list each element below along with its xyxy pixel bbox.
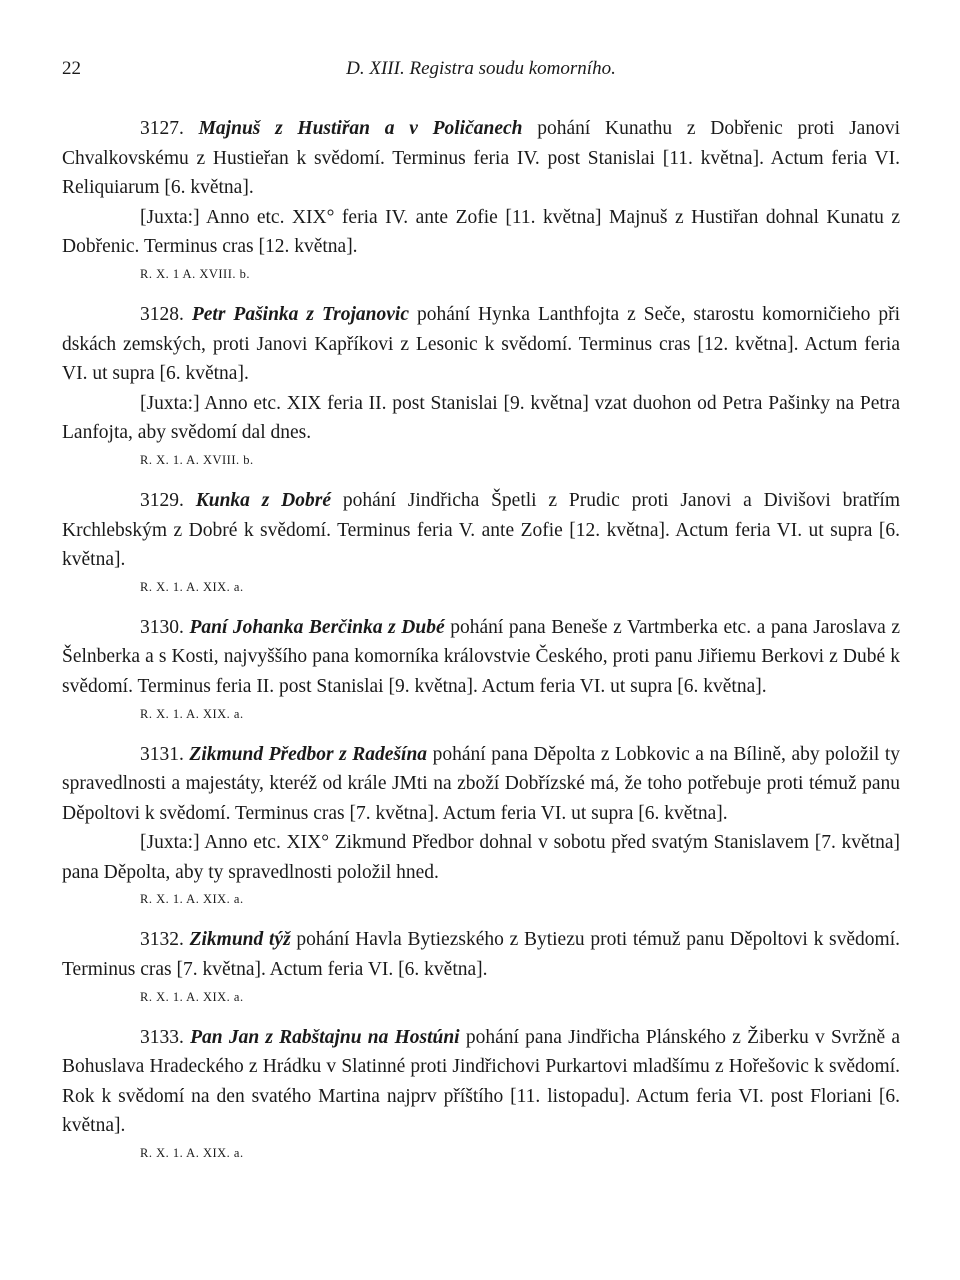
party-name: Petr Pašinka z Trojanovic bbox=[191, 303, 409, 325]
entry-3127 bbox=[62, 114, 900, 284]
party-name: Majnuš z Hustiřan a v Poličanech bbox=[198, 118, 523, 139]
entry-paragraph bbox=[62, 114, 900, 203]
entry-3132 bbox=[62, 925, 900, 1006]
entry-paragraph bbox=[62, 828, 900, 887]
entry-paragraph bbox=[62, 389, 900, 448]
source-reference: R. X. 1. A. XIX. a. bbox=[140, 1146, 244, 1161]
entry-text: [Juxta:] Anno etc. XIX° Zikmund Předbor dohnal v sobotu před svatým Stanislavem [7. května] pana Děpolta, aby ty spravedlnosti položil hned. bbox=[62, 832, 900, 883]
entry-paragraph bbox=[62, 925, 900, 984]
entry-text: pohání Hynka Lanthfojta z Seče, starostu komorničieho při dskách zemských, proti Janovi Kapříkovi z Lesonic k svědomí. Terminus cras [12. května]. Actum feria VI. ut supra [6. května]. bbox=[62, 303, 901, 385]
entry-number: 3129. bbox=[140, 489, 184, 511]
entry-text: pohání pana Beneše z Vartmberka etc. a pana Jaroslava z Šelnberka a s Kosti, najvyššího pana komorníka královstvie Českého, proti panu Jiřiemu Berkovi z Dubé k svědomí. Terminus feria II. post Stanislai [9. května]. Actum feria VI. ut supra [6. května]. bbox=[62, 616, 900, 697]
entry-number: 3132. bbox=[140, 929, 184, 951]
party-name: Zikmund týž bbox=[189, 929, 291, 951]
entry-number: 3128. bbox=[140, 303, 184, 325]
entry-paragraph bbox=[62, 203, 900, 262]
source-reference: R. X. 1. A. XIX. a. bbox=[140, 989, 244, 1004]
source-reference: R. X. 1. A. XIX. a. bbox=[140, 892, 244, 907]
entry-paragraph bbox=[62, 300, 900, 389]
source-reference: R. X. 1 A. XVIII. b. bbox=[140, 266, 250, 281]
party-name: Pan Jan z Rabštajnu na Hostúni bbox=[190, 1026, 460, 1048]
entry-number: 3133. bbox=[140, 1026, 184, 1048]
source-reference: R. X. 1. A. XIX. a. bbox=[140, 706, 244, 721]
source-reference: R. X. 1. A. XVIII. b. bbox=[140, 452, 254, 467]
party-name: Paní Johanka Berčinka z Dubé bbox=[189, 616, 445, 638]
running-head: D. XIII. Registra soudu komorního. bbox=[346, 58, 616, 79]
party-name: Kunka z Dobré bbox=[195, 489, 332, 511]
entry-3133 bbox=[62, 1023, 900, 1163]
entry-paragraph bbox=[62, 486, 900, 575]
party-name: Zikmund Předbor z Radešína bbox=[189, 743, 428, 765]
entry-text: pohání pana Jindřicha Plánského z Žiberku v Svržně a Bohuslava Hradeckého z Hrádku v Slatinné proti Jindřichovi Purkartovi mladšímu z Hořešovic k svědomí. Rok k svědomí na den svatého Martina najprv příštího [11. listopadu]. Actum feria VI. post Floriani [6. května]. bbox=[62, 1026, 901, 1137]
entry-paragraph bbox=[62, 740, 900, 829]
entry-text: pohání pana Děpolta z Lobkovic a na Bílině, aby položil ty spravedlnosti a majestáty, kteréž od krále JMti na zboží Dobřízské má, že toho potřebuje proti témuž panu Děpoltovi k svědomí. Terminus cras [7. května]. Actum feria VI. ut supra [6. května]. bbox=[62, 743, 901, 824]
entry-text: [Juxta:] Anno etc. XIX° feria IV. ante Zofie [11. května] Majnuš z Hustiřan dohnal Kunatu z Dobřenic. Terminus cras [12. května]. bbox=[62, 206, 900, 258]
entry-number: 3127. bbox=[140, 118, 184, 139]
source-reference: R. X. 1. A. XIX. a. bbox=[140, 579, 244, 594]
entries-list bbox=[62, 114, 900, 1163]
entry-number: 3131. bbox=[140, 743, 184, 765]
entry-paragraph bbox=[62, 613, 900, 702]
entry-text: pohání Kunathu z Dobřenic proti Janovi Chvalkovskému z Hustieřan k svědomí. Terminus feria IV. post Stanislai [11. května]. Actum feria VI. Reliquiarum [6. května]. bbox=[62, 118, 900, 199]
page-header bbox=[62, 58, 900, 92]
entry-number: 3130. bbox=[140, 616, 184, 638]
entry-3129 bbox=[62, 486, 900, 597]
entry-paragraph bbox=[62, 1023, 900, 1141]
entry-3131 bbox=[62, 740, 900, 910]
entry-text: pohání Havla Bytiezského z Bytiezu proti témuž panu Děpoltovi k svědomí. Terminus cras [7. května]. Actum feria VI. [6. května]. bbox=[62, 929, 900, 981]
entry-3130 bbox=[62, 613, 900, 724]
entry-text: pohání Jindřicha Špetli z Prudic proti Janovi a Divišovi bratřím Krchlebským z Dobré k svědomí. Terminus feria V. ante Zofie [12. května]. Actum feria VI. ut supra [6. května]. bbox=[62, 489, 900, 571]
entry-text: [Juxta:] Anno etc. XIX feria II. post Stanislai [9. května] vzat duohon od Petra Pašinky na Petra Lanfojta, aby svědomí dal dnes. bbox=[62, 392, 900, 444]
entry-3128 bbox=[62, 300, 900, 470]
page-number: 22 bbox=[62, 58, 81, 79]
document-page bbox=[62, 58, 900, 1179]
